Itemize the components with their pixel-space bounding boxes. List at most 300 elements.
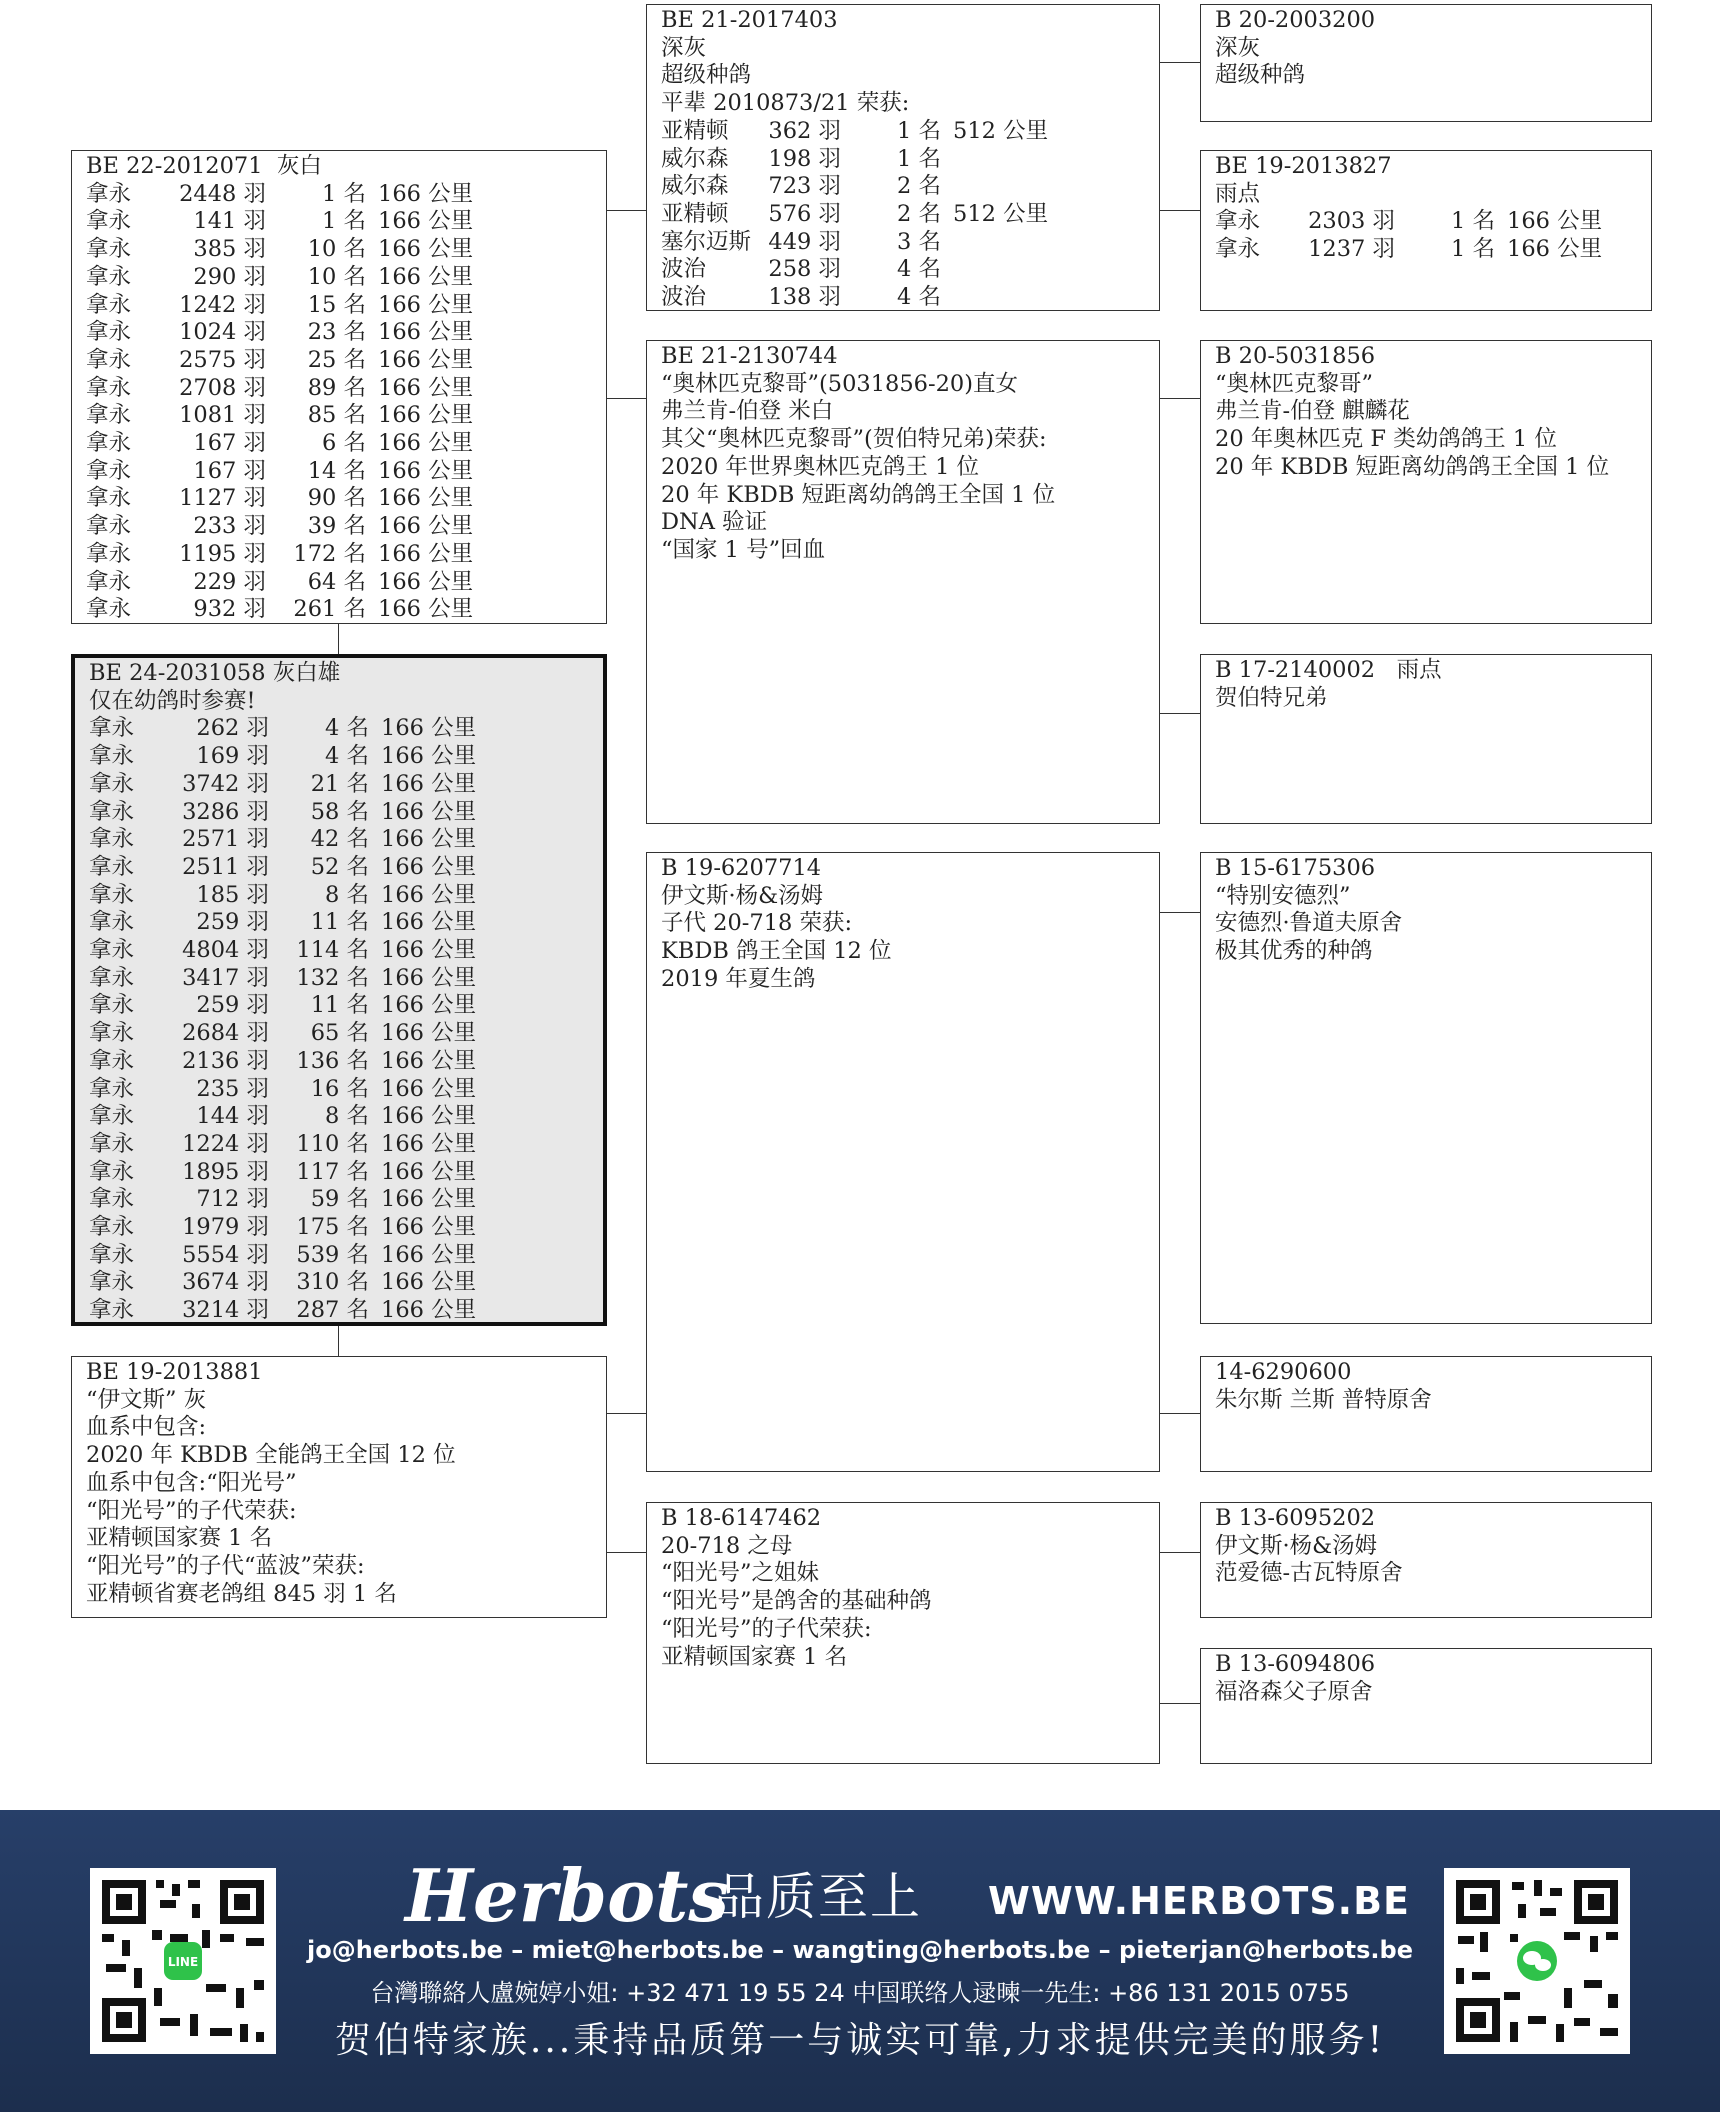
race-entries: 138 羽 xyxy=(768,284,841,311)
race-location: 威尔森 xyxy=(661,173,729,200)
race-place: 261 名 xyxy=(293,596,366,623)
race-entries: 2571 羽 xyxy=(182,826,269,853)
race-place: 110 名 xyxy=(296,1130,369,1157)
race-location: 拿永 xyxy=(86,291,132,318)
race-distance: 512 公里 xyxy=(953,117,1049,144)
race-entries: 1237 羽 xyxy=(1308,236,1395,263)
info-line: 平辈 2010873/21 荣获: xyxy=(661,90,910,117)
race-entries: 1979 羽 xyxy=(182,1214,269,1241)
ring-number: B 13-6095202 xyxy=(1215,1505,1376,1531)
race-place: 172 名 xyxy=(293,540,366,567)
race-entries: 2303 羽 xyxy=(1308,208,1395,235)
sire-dam-box xyxy=(646,340,1160,824)
info-line: 伊文斯·杨&汤姆 xyxy=(661,882,824,909)
race-location: 拿永 xyxy=(89,1130,135,1157)
race-location: 拿永 xyxy=(89,1297,135,1324)
race-result-row xyxy=(1215,208,1639,236)
race-entries: 712 羽 xyxy=(196,1186,269,1213)
info-line: 雨点 xyxy=(1215,180,1261,207)
connector-ds-dss xyxy=(1160,912,1200,913)
race-place: 4 名 xyxy=(897,256,941,283)
race-place: 11 名 xyxy=(310,909,369,936)
race-place: 58 名 xyxy=(310,798,369,825)
ring-number: B 18-6147462 xyxy=(661,1505,822,1531)
race-place: 52 名 xyxy=(310,853,369,880)
race-distance: 166 公里 xyxy=(378,291,474,318)
race-result-row xyxy=(661,256,1147,284)
race-place: 64 名 xyxy=(307,568,366,595)
race-location: 拿永 xyxy=(89,798,135,825)
race-entries: 198 羽 xyxy=(768,145,841,172)
ring-number: B 17-2140002 雨点 xyxy=(1215,657,1442,683)
race-place: 16 名 xyxy=(310,1075,369,1102)
race-distance: 166 公里 xyxy=(381,1186,477,1213)
info-line: “伊文斯” 灰 xyxy=(86,1386,207,1413)
race-location: 拿永 xyxy=(89,770,135,797)
race-entries: 259 羽 xyxy=(196,909,269,936)
race-result-row xyxy=(89,992,591,1020)
race-location: 拿永 xyxy=(86,568,132,595)
race-location: 拿永 xyxy=(86,513,132,540)
info-line: 20 年 KBDB 短距离幼鸽鸽王全国 1 位 xyxy=(661,481,1056,508)
race-entries: 1195 羽 xyxy=(179,540,266,567)
info-line: 20 年奥林匹克 F 类幼鸽鸽王 1 位 xyxy=(1215,426,1557,453)
info-line: “特别安德烈” xyxy=(1215,882,1351,909)
race-place: 1 名 xyxy=(322,180,366,207)
race-distance: 166 公里 xyxy=(381,1020,477,1047)
race-location: 威尔森 xyxy=(661,145,729,172)
race-location: 拿永 xyxy=(86,208,132,235)
race-place: 4 名 xyxy=(897,284,941,311)
race-result-row xyxy=(661,146,1147,174)
race-result-row xyxy=(86,319,594,347)
race-result-row xyxy=(89,1020,591,1048)
race-result-row xyxy=(89,1131,591,1159)
race-distance: 166 公里 xyxy=(381,881,477,908)
info-line: “奥林匹克黎哥”(5031856-20)直女 xyxy=(661,370,1019,397)
race-distance: 166 公里 xyxy=(381,1158,477,1185)
race-result-row xyxy=(89,882,591,910)
race-distance: 166 公里 xyxy=(381,1214,477,1241)
info-line: 2020 年世界奥林匹克鸽王 1 位 xyxy=(661,453,980,480)
race-distance: 166 公里 xyxy=(378,263,474,290)
race-location: 拿永 xyxy=(89,1047,135,1074)
sire-sire-sire-box xyxy=(1200,4,1652,122)
race-location: 拿永 xyxy=(89,1269,135,1296)
connector-subject-sire xyxy=(338,624,339,654)
race-result-row xyxy=(86,513,594,541)
race-place: 8 名 xyxy=(325,881,369,908)
race-result-row xyxy=(89,1297,591,1325)
race-distance: 166 公里 xyxy=(378,513,474,540)
race-place: 85 名 xyxy=(307,402,366,429)
race-entries: 576 羽 xyxy=(768,200,841,227)
race-entries: 185 羽 xyxy=(196,881,269,908)
race-place: 1 名 xyxy=(897,145,941,172)
race-distance: 166 公里 xyxy=(381,1241,477,1268)
race-location: 拿永 xyxy=(89,853,135,880)
ring-number: B 19-6207714 xyxy=(661,855,822,881)
info-line: 范爱德-古瓦特原舍 xyxy=(1215,1560,1403,1587)
connector-ds-dsd xyxy=(1160,1413,1200,1414)
race-result-row xyxy=(89,715,591,743)
race-result-row xyxy=(86,292,594,320)
race-result-row xyxy=(661,284,1147,311)
race-entries: 385 羽 xyxy=(193,236,266,263)
info-line: 20-718 之母 xyxy=(661,1532,793,1559)
race-location: 拿永 xyxy=(1215,236,1261,263)
ring-number: BE 21-2130744 xyxy=(661,343,838,369)
race-location: 拿永 xyxy=(86,346,132,373)
race-result-row xyxy=(86,485,594,513)
race-location: 拿永 xyxy=(86,430,132,457)
race-entries: 1224 羽 xyxy=(182,1130,269,1157)
race-location: 拿永 xyxy=(89,1241,135,1268)
race-place: 1 名 xyxy=(1451,208,1495,235)
race-result-row xyxy=(1215,236,1639,264)
race-distance: 166 公里 xyxy=(381,826,477,853)
race-place: 10 名 xyxy=(307,236,366,263)
email-contacts[interactable]: jo@herbots.be – miet@herbots.be – wangting@herbots.be – pieterjan@herbots.be xyxy=(306,1936,1413,1964)
footer-tagline: 贺伯特家族...秉持品质第一与诚实可靠,力求提供完美的服务! xyxy=(334,2020,1386,2061)
connector-dd-dds xyxy=(1160,1552,1200,1553)
info-line: 极其优秀的种鸽 xyxy=(1215,938,1373,965)
info-line: 2020 年 KBDB 全能鸽王全国 12 位 xyxy=(86,1442,456,1469)
race-place: 132 名 xyxy=(296,964,369,991)
subject-pigeon-box xyxy=(71,654,607,1326)
race-entries: 290 羽 xyxy=(193,263,266,290)
info-line: 弗兰肯-伯登 麒麟花 xyxy=(1215,398,1410,425)
race-result-row xyxy=(89,1159,591,1187)
race-entries: 169 羽 xyxy=(196,743,269,770)
race-place: 8 名 xyxy=(325,1103,369,1130)
race-place: 136 名 xyxy=(296,1047,369,1074)
race-place: 539 名 xyxy=(296,1241,369,1268)
race-entries: 5554 羽 xyxy=(182,1241,269,1268)
race-result-row xyxy=(661,201,1147,229)
ring-number: BE 21-2017403 xyxy=(661,7,838,33)
svg-text:LINE: LINE xyxy=(167,1955,199,1969)
connector-dam-dd xyxy=(607,1552,646,1553)
race-distance: 166 公里 xyxy=(378,485,474,512)
race-result-row xyxy=(89,1076,591,1104)
race-entries: 1081 羽 xyxy=(179,402,266,429)
race-entries: 259 羽 xyxy=(196,992,269,1019)
ring-number: 14-6290600 xyxy=(1215,1359,1352,1385)
race-result-row xyxy=(89,1048,591,1076)
race-place: 6 名 xyxy=(322,430,366,457)
race-entries: 229 羽 xyxy=(193,568,266,595)
race-distance: 166 公里 xyxy=(381,1047,477,1074)
race-place: 1 名 xyxy=(322,208,366,235)
race-distance: 512 公里 xyxy=(953,200,1049,227)
info-line: 深灰 xyxy=(1215,34,1261,61)
ring-number: B 20-2003200 xyxy=(1215,7,1376,33)
race-entries: 233 羽 xyxy=(193,513,266,540)
race-result-row xyxy=(89,909,591,937)
race-result-row xyxy=(89,1103,591,1131)
race-location: 拿永 xyxy=(86,236,132,263)
race-result-row xyxy=(89,771,591,799)
race-place: 25 名 xyxy=(307,346,366,373)
race-entries: 449 羽 xyxy=(768,228,841,255)
race-result-row xyxy=(86,430,594,458)
race-entries: 2136 羽 xyxy=(182,1047,269,1074)
race-distance: 166 公里 xyxy=(381,770,477,797)
race-distance: 166 公里 xyxy=(381,715,477,742)
info-line: “阳光号”之姐妹 xyxy=(661,1560,820,1587)
info-line: “国家 1 号”回血 xyxy=(661,536,826,563)
info-line: DNA 验证 xyxy=(661,509,768,536)
race-location: 波治 xyxy=(661,256,707,283)
race-place: 310 名 xyxy=(296,1269,369,1296)
connector-dd-ddd xyxy=(1160,1703,1200,1704)
sire-box xyxy=(71,150,607,624)
race-place: 23 名 xyxy=(307,319,366,346)
race-distance: 166 公里 xyxy=(378,374,474,401)
dam-dam-box xyxy=(646,1502,1160,1764)
race-distance: 166 公里 xyxy=(378,596,474,623)
race-location: 拿永 xyxy=(89,909,135,936)
race-entries: 141 羽 xyxy=(193,208,266,235)
race-result-row xyxy=(661,229,1147,257)
race-place: 117 名 xyxy=(296,1158,369,1185)
race-distance: 166 公里 xyxy=(381,937,477,964)
race-entries: 3742 羽 xyxy=(182,770,269,797)
ring-number: BE 22-2012071 灰白 xyxy=(86,153,322,179)
race-location: 拿永 xyxy=(86,596,132,623)
info-line: 20 年 KBDB 短距离幼鸽鸽王全国 1 位 xyxy=(1215,453,1610,480)
race-entries: 362 羽 xyxy=(768,117,841,144)
ring-number: BE 24-2031058 灰白雄 xyxy=(89,660,341,686)
race-entries: 235 羽 xyxy=(196,1075,269,1102)
race-distance: 166 公里 xyxy=(378,402,474,429)
race-location: 拿永 xyxy=(86,374,132,401)
info-line: 其父“奥林匹克黎哥”(贺伯特兄弟)荣获: xyxy=(661,426,1047,453)
race-distance: 166 公里 xyxy=(1507,236,1603,263)
race-entries: 1127 羽 xyxy=(179,485,266,512)
race-location: 拿永 xyxy=(86,319,132,346)
connector-sd-sds xyxy=(1160,398,1200,399)
info-line: 超级种鸽 xyxy=(661,62,752,89)
race-result-row xyxy=(86,181,594,209)
race-distance: 166 公里 xyxy=(381,798,477,825)
sire-sire-box xyxy=(646,4,1160,311)
race-result-row xyxy=(89,826,591,854)
race-distance: 166 公里 xyxy=(381,1269,477,1296)
race-location: 拿永 xyxy=(86,485,132,512)
race-distance: 166 公里 xyxy=(381,909,477,936)
race-entries: 167 羽 xyxy=(193,430,266,457)
race-location: 拿永 xyxy=(89,1075,135,1102)
info-line: “奥林匹克黎哥” xyxy=(1215,370,1374,397)
race-place: 287 名 xyxy=(296,1297,369,1324)
dam-box xyxy=(71,1356,607,1618)
race-location: 拿永 xyxy=(89,1020,135,1047)
race-place: 10 名 xyxy=(307,263,366,290)
race-entries: 1024 羽 xyxy=(179,319,266,346)
race-place: 21 名 xyxy=(310,770,369,797)
race-place: 11 名 xyxy=(310,992,369,1019)
race-location: 拿永 xyxy=(86,180,132,207)
race-place: 90 名 xyxy=(307,485,366,512)
race-location: 拿永 xyxy=(89,715,135,742)
race-result-row xyxy=(89,799,591,827)
connector-subject-dam xyxy=(338,1326,339,1356)
info-line: 安德烈·鲁道夫原舍 xyxy=(1215,910,1403,937)
race-entries: 3417 羽 xyxy=(182,964,269,991)
race-entries: 2575 羽 xyxy=(179,346,266,373)
info-line: “阳光号”的子代荣获: xyxy=(661,1615,872,1642)
race-result-row xyxy=(86,596,594,624)
race-result-row xyxy=(86,347,594,375)
race-entries: 932 羽 xyxy=(193,596,266,623)
race-result-row xyxy=(89,1269,591,1297)
race-distance: 166 公里 xyxy=(378,568,474,595)
info-line: 2019 年夏生鸽 xyxy=(661,965,816,992)
race-distance: 166 公里 xyxy=(378,180,474,207)
race-result-row xyxy=(86,458,594,486)
race-distance: 166 公里 xyxy=(378,319,474,346)
race-place: 2 名 xyxy=(897,173,941,200)
race-place: 15 名 xyxy=(307,291,366,318)
race-distance: 166 公里 xyxy=(378,457,474,484)
race-location: 拿永 xyxy=(1215,208,1261,235)
race-location: 拿永 xyxy=(89,881,135,908)
race-location: 拿永 xyxy=(89,964,135,991)
race-result-row xyxy=(89,1242,591,1270)
race-entries: 262 羽 xyxy=(196,715,269,742)
dam-sire-dam-box xyxy=(1200,1356,1652,1472)
race-location: 波治 xyxy=(661,284,707,311)
race-place: 39 名 xyxy=(307,513,366,540)
race-result-row xyxy=(86,236,594,264)
race-entries: 4804 羽 xyxy=(182,937,269,964)
race-distance: 166 公里 xyxy=(381,964,477,991)
ring-number: B 15-6175306 xyxy=(1215,855,1376,881)
race-entries: 2684 羽 xyxy=(182,1020,269,1047)
race-distance: 166 公里 xyxy=(381,1103,477,1130)
race-distance: 166 公里 xyxy=(381,743,477,770)
connector-dam-ds xyxy=(607,1413,646,1414)
info-line: 血系中包含: xyxy=(86,1414,207,1441)
connector-sire-sd xyxy=(607,398,646,399)
race-location: 拿永 xyxy=(89,992,135,1019)
race-distance: 166 公里 xyxy=(378,430,474,457)
ring-number: BE 19-2013881 xyxy=(86,1359,263,1385)
race-distance: 166 公里 xyxy=(381,1130,477,1157)
race-distance: 166 公里 xyxy=(378,540,474,567)
info-line: 亚精顿国家赛 1 名 xyxy=(661,1643,848,1670)
race-entries: 3214 羽 xyxy=(182,1297,269,1324)
race-place: 59 名 xyxy=(310,1186,369,1213)
sire-dam-dam-box xyxy=(1200,654,1652,824)
race-location: 拿永 xyxy=(89,1158,135,1185)
race-result-row xyxy=(89,1214,591,1242)
dam-sire-sire-box xyxy=(1200,852,1652,1324)
race-location: 塞尔迈斯 xyxy=(661,228,752,255)
race-place: 2 名 xyxy=(897,200,941,227)
info-line: 仅在幼鸽时参赛! xyxy=(89,687,256,714)
race-location: 亚精顿 xyxy=(661,200,729,227)
brand-logo: Herbots xyxy=(405,1853,729,1938)
dam-dam-dam-box xyxy=(1200,1648,1652,1764)
race-entries: 3674 羽 xyxy=(182,1269,269,1296)
race-location: 拿永 xyxy=(89,1186,135,1213)
race-entries: 2511 羽 xyxy=(182,853,269,880)
info-line: “阳光号”的子代荣获: xyxy=(86,1497,297,1524)
info-line: 子代 20-718 荣获: xyxy=(661,910,853,937)
race-entries: 144 羽 xyxy=(196,1103,269,1130)
dam-sire-box xyxy=(646,852,1160,1472)
race-location: 亚精顿 xyxy=(661,117,729,144)
race-entries: 167 羽 xyxy=(193,457,266,484)
race-entries: 258 羽 xyxy=(768,256,841,283)
race-location: 拿永 xyxy=(89,1214,135,1241)
info-line: KBDB 鸽王全国 12 位 xyxy=(661,938,892,965)
race-place: 4 名 xyxy=(325,743,369,770)
race-result-row xyxy=(89,743,591,771)
race-entries: 1895 羽 xyxy=(182,1158,269,1185)
info-line: 血系中包含:“阳光号” xyxy=(86,1469,297,1496)
race-location: 拿永 xyxy=(89,743,135,770)
race-place: 65 名 xyxy=(310,1020,369,1047)
connector-ss-sss xyxy=(1160,62,1200,63)
info-line: 超级种鸽 xyxy=(1215,62,1306,89)
race-location: 拿永 xyxy=(86,402,132,429)
race-entries: 3286 羽 xyxy=(182,798,269,825)
race-place: 1 名 xyxy=(897,117,941,144)
ring-number: B 13-6094806 xyxy=(1215,1651,1376,1677)
race-distance: 166 公里 xyxy=(378,236,474,263)
website-link[interactable]: WWW.HERBOTS.BE xyxy=(988,1879,1411,1923)
race-entries: 723 羽 xyxy=(768,173,841,200)
dam-dam-sire-box xyxy=(1200,1502,1652,1618)
race-result-row xyxy=(86,402,594,430)
race-result-row xyxy=(86,264,594,292)
race-place: 4 名 xyxy=(325,715,369,742)
race-result-row xyxy=(89,1186,591,1214)
info-line: 贺伯特兄弟 xyxy=(1215,684,1328,711)
race-entries: 2448 羽 xyxy=(179,180,266,207)
info-line: 亚精顿国家赛 1 名 xyxy=(86,1525,273,1552)
sire-sire-dam-box xyxy=(1200,150,1652,311)
race-distance: 166 公里 xyxy=(1507,208,1603,235)
info-line: “阳光号”是鸽舍的基础种鸽 xyxy=(661,1588,932,1615)
race-result-row xyxy=(661,118,1147,146)
race-distance: 166 公里 xyxy=(378,208,474,235)
info-line: 福洛森父子原舍 xyxy=(1215,1678,1373,1705)
info-line: 深灰 xyxy=(661,34,707,61)
race-result-row xyxy=(661,173,1147,201)
info-line: 亚精顿省赛老鸽组 845 羽 1 名 xyxy=(86,1580,397,1607)
info-line: 朱尔斯 兰斯 普特原舍 xyxy=(1215,1386,1432,1413)
race-location: 拿永 xyxy=(89,826,135,853)
connector-sire-ss xyxy=(607,210,646,211)
connector-ss-ssd xyxy=(1160,210,1200,211)
race-result-row xyxy=(89,854,591,882)
race-distance: 166 公里 xyxy=(381,992,477,1019)
race-place: 114 名 xyxy=(296,937,369,964)
race-location: 拿永 xyxy=(89,937,135,964)
race-place: 42 名 xyxy=(310,826,369,853)
race-result-row xyxy=(86,208,594,236)
race-result-row xyxy=(89,937,591,965)
info-line: 伊文斯·杨&汤姆 xyxy=(1215,1532,1378,1559)
race-entries: 2708 羽 xyxy=(179,374,266,401)
brand-slogan: 品质至上 xyxy=(714,1868,922,1926)
race-result-row xyxy=(89,965,591,993)
